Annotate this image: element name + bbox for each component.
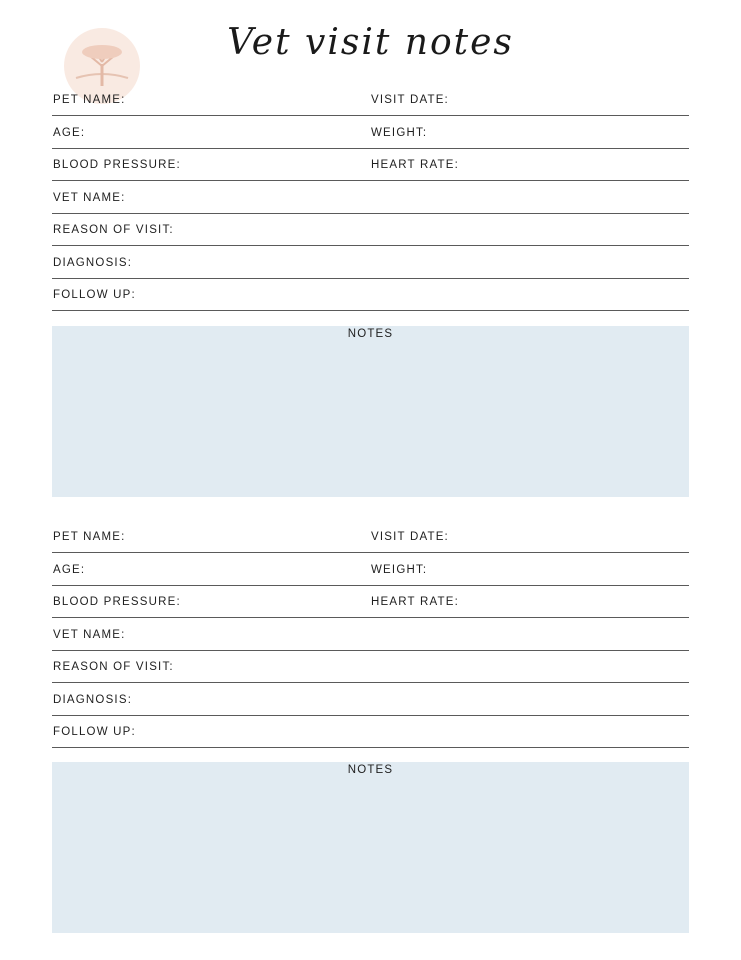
form-row-diagnosis[interactable] [52,246,689,279]
form-row-blood-pressure[interactable] [52,149,689,182]
pet-name-label: PET NAME: [53,531,126,543]
pet-name-label: PET NAME: [53,94,126,106]
weight-label: WEIGHT: [371,563,428,576]
visit-date-label: VISIT DATE: [371,94,449,106]
page-title: Vet visit notes [227,22,514,63]
form-row-diagnosis[interactable] [52,683,689,716]
vet-name-label: VET NAME: [53,191,126,204]
diagnosis-label: DIAGNOSIS: [53,256,133,269]
heart-rate-label: HEART RATE: [371,596,459,608]
age-label: AGE: [53,563,86,576]
blood-pressure-label: BLOOD PRESSURE: [53,159,181,171]
weight-label: WEIGHT: [371,126,428,139]
notes-label: NOTES [347,328,394,340]
form-row-reason-of-visit[interactable] [52,651,689,684]
form-row-pet-name[interactable] [52,521,689,553]
form-row-age[interactable] [52,553,689,586]
vet-name-label: VET NAME: [53,628,126,641]
form-row-blood-pressure[interactable] [52,586,689,619]
form-row-follow-up[interactable] [52,279,689,312]
visit-form-1 [52,84,689,311]
reason-of-visit-label: REASON OF VISIT: [53,224,174,236]
blood-pressure-label: BLOOD PRESSURE: [53,596,181,608]
form-row-age[interactable] [52,116,689,149]
age-label: AGE: [53,126,86,139]
visit-form-2 [52,521,689,748]
form-row-follow-up[interactable] [52,716,689,749]
follow-up-label: FOLLOW UP: [53,726,136,738]
follow-up-label: FOLLOW UP: [53,289,136,301]
notes-label: NOTES [347,764,394,776]
notes-box-2[interactable] [52,762,689,933]
form-row-vet-name[interactable] [52,618,689,651]
form-row-reason-of-visit[interactable] [52,214,689,247]
reason-of-visit-label: REASON OF VISIT: [53,661,174,673]
form-row-vet-name[interactable] [52,181,689,214]
heart-rate-label: HEART RATE: [371,159,459,171]
visit-date-label: VISIT DATE: [371,531,449,543]
form-row-pet-name[interactable] [52,84,689,116]
diagnosis-label: DIAGNOSIS: [53,693,133,706]
notes-box-1[interactable] [52,326,689,497]
